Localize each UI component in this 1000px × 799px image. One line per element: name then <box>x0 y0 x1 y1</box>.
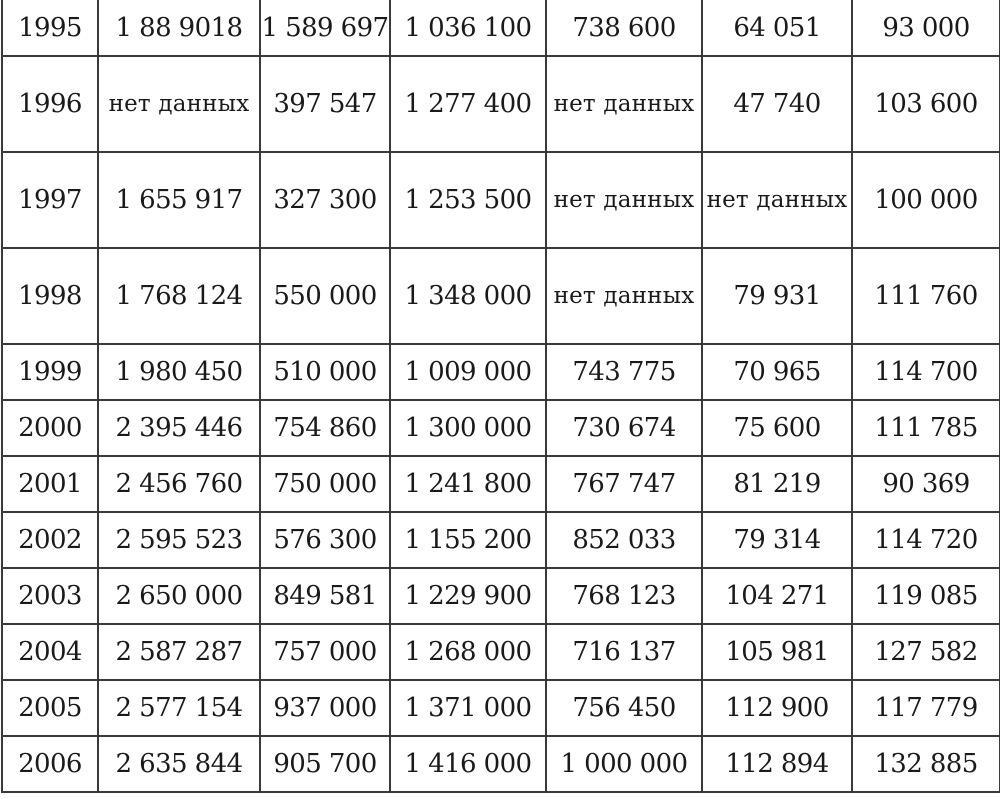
value-cell: 1 88 9018 <box>98 0 260 56</box>
value-cell: 1 155 200 <box>390 512 546 568</box>
year-cell: 1996 <box>2 56 98 152</box>
year-cell: 2006 <box>2 736 98 792</box>
year-cell: 2003 <box>2 568 98 624</box>
value-cell: 1 348 000 <box>390 248 546 344</box>
value-cell <box>546 248 702 344</box>
value-cell: 104 271 <box>702 568 852 624</box>
value-cell: 757 000 <box>260 624 390 680</box>
table-row <box>2 624 1000 680</box>
value-cell <box>98 56 260 152</box>
value-cell: 397 547 <box>260 56 390 152</box>
value-cell: 1 371 000 <box>390 680 546 736</box>
year-cell: 1997 <box>2 152 98 248</box>
year-cell: 1999 <box>2 344 98 400</box>
value-cell: 111 785 <box>852 400 1000 456</box>
table-row <box>2 680 1000 736</box>
value-cell <box>546 56 702 152</box>
no-data-label: нет данных <box>553 283 695 309</box>
value-cell: 2 595 523 <box>98 512 260 568</box>
value-cell: 2 587 287 <box>98 624 260 680</box>
value-cell: 112 900 <box>702 680 852 736</box>
value-cell: 937 000 <box>260 680 390 736</box>
table-row <box>2 152 1000 248</box>
value-cell: 2 395 446 <box>98 400 260 456</box>
value-cell: 852 033 <box>546 512 702 568</box>
year-cell: 2000 <box>2 400 98 456</box>
value-cell: 905 700 <box>260 736 390 792</box>
value-cell: 70 965 <box>702 344 852 400</box>
value-cell: 1 277 400 <box>390 56 546 152</box>
value-cell: 2 650 000 <box>98 568 260 624</box>
value-cell: 90 369 <box>852 456 1000 512</box>
value-cell: 1 980 450 <box>98 344 260 400</box>
value-cell: 576 300 <box>260 512 390 568</box>
value-cell: 1 253 500 <box>390 152 546 248</box>
value-cell: 754 860 <box>260 400 390 456</box>
value-cell: 716 137 <box>546 624 702 680</box>
value-cell: 750 000 <box>260 456 390 512</box>
value-cell: 105 981 <box>702 624 852 680</box>
value-cell: 119 085 <box>852 568 1000 624</box>
value-cell: 1 655 917 <box>98 152 260 248</box>
value-cell: 47 740 <box>702 56 852 152</box>
value-cell: 103 600 <box>852 56 1000 152</box>
no-data-label: нет данных <box>553 91 695 117</box>
value-cell: 738 600 <box>546 0 702 56</box>
value-cell: 127 582 <box>852 624 1000 680</box>
table-row <box>2 0 1000 56</box>
value-cell <box>546 152 702 248</box>
table-row <box>2 456 1000 512</box>
value-cell <box>702 152 852 248</box>
table-row <box>2 56 1000 152</box>
value-cell: 849 581 <box>260 568 390 624</box>
table-row <box>2 248 1000 344</box>
statistics-table <box>1 0 1000 793</box>
value-cell: 1 416 000 <box>390 736 546 792</box>
value-cell: 1 241 800 <box>390 456 546 512</box>
value-cell: 114 720 <box>852 512 1000 568</box>
value-cell: 111 760 <box>852 248 1000 344</box>
table-row <box>2 736 1000 792</box>
value-cell: 75 600 <box>702 400 852 456</box>
year-cell: 2004 <box>2 624 98 680</box>
value-cell: 114 700 <box>852 344 1000 400</box>
no-data-label: нет данных <box>108 91 250 117</box>
value-cell: 510 000 <box>260 344 390 400</box>
value-cell: 1 036 100 <box>390 0 546 56</box>
value-cell: 2 577 154 <box>98 680 260 736</box>
value-cell: 79 314 <box>702 512 852 568</box>
table-row <box>2 568 1000 624</box>
value-cell: 1 268 000 <box>390 624 546 680</box>
value-cell: 100 000 <box>852 152 1000 248</box>
year-cell: 1998 <box>2 248 98 344</box>
value-cell: 132 885 <box>852 736 1000 792</box>
value-cell: 117 779 <box>852 680 1000 736</box>
value-cell: 64 051 <box>702 0 852 56</box>
value-cell: 93 000 <box>852 0 1000 56</box>
value-cell: 81 219 <box>702 456 852 512</box>
table-body <box>2 0 1000 792</box>
table-row <box>2 400 1000 456</box>
year-cell: 2002 <box>2 512 98 568</box>
no-data-label: нет данных <box>553 187 695 213</box>
value-cell: 1 768 124 <box>98 248 260 344</box>
value-cell: 2 635 844 <box>98 736 260 792</box>
no-data-label: нет данных <box>706 187 848 213</box>
value-cell: 1 589 697 <box>260 0 390 56</box>
value-cell: 2 456 760 <box>98 456 260 512</box>
value-cell: 743 775 <box>546 344 702 400</box>
value-cell: 1 229 900 <box>390 568 546 624</box>
year-cell: 2001 <box>2 456 98 512</box>
value-cell: 1 300 000 <box>390 400 546 456</box>
value-cell: 730 674 <box>546 400 702 456</box>
value-cell: 768 123 <box>546 568 702 624</box>
table-row <box>2 512 1000 568</box>
value-cell: 756 450 <box>546 680 702 736</box>
year-cell: 1995 <box>2 0 98 56</box>
value-cell: 112 894 <box>702 736 852 792</box>
year-cell: 2005 <box>2 680 98 736</box>
value-cell: 767 747 <box>546 456 702 512</box>
value-cell: 550 000 <box>260 248 390 344</box>
value-cell: 1 009 000 <box>390 344 546 400</box>
value-cell: 1 000 000 <box>546 736 702 792</box>
table-row <box>2 344 1000 400</box>
value-cell: 79 931 <box>702 248 852 344</box>
value-cell: 327 300 <box>260 152 390 248</box>
